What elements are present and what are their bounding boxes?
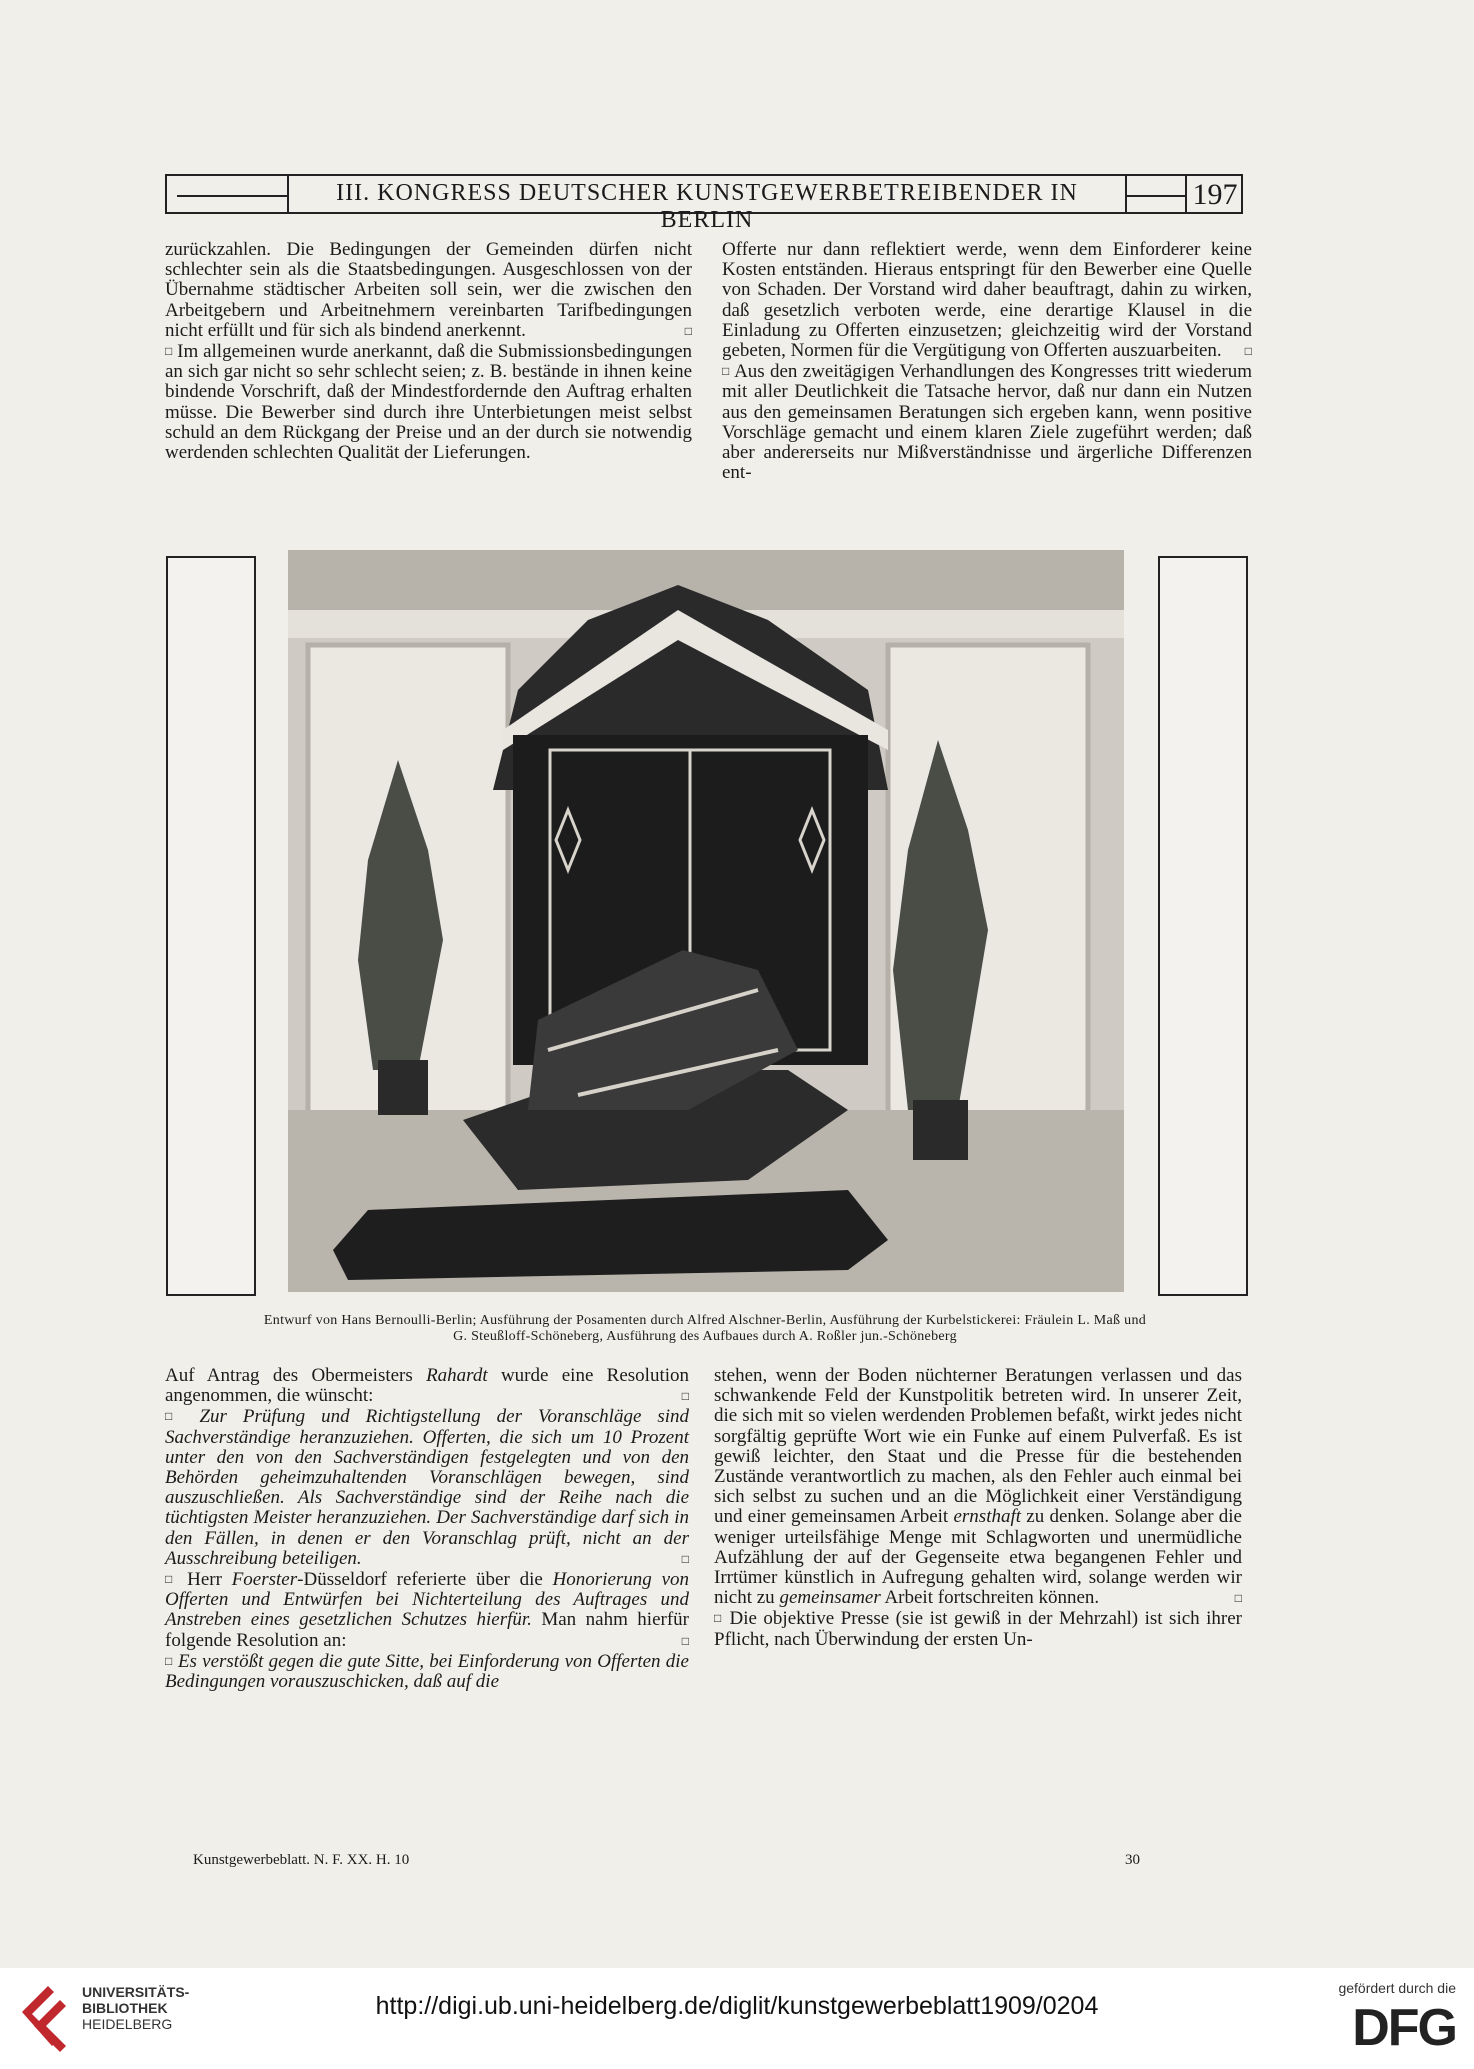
paragraph-text: Arbeit fortschreiten können. — [880, 1587, 1100, 1609]
paragraph — [165, 1406, 689, 1569]
section-mark-icon: □ — [681, 1551, 689, 1566]
header-rule-right — [1127, 195, 1187, 197]
running-header — [165, 174, 1243, 233]
paragraph-text: Honorierung von Offerten und Entwürfen bei Nichterteilung des Auftrages und Anstreben eines gesetzlichen Schutzes hierfür. — [165, 1569, 690, 1631]
decorative-frame-right — [1158, 556, 1248, 1296]
paragraph-text: Herr — [187, 1569, 232, 1591]
header-divider — [1125, 176, 1127, 212]
top-right-column — [722, 240, 1252, 483]
top-left-column — [165, 240, 692, 463]
paragraph — [165, 1366, 689, 1406]
page-number: 197 — [1192, 178, 1238, 211]
section-mark-icon: □ — [722, 364, 730, 379]
person-name: Rahardt — [426, 1365, 488, 1386]
section-mark-icon: □ — [681, 1389, 689, 1404]
section-mark-icon: □ — [165, 1572, 178, 1587]
journal-footer: Kunstgewerbeblatt. N. F. XX. H. 10 — [193, 1852, 410, 1868]
paragraph-text: Man nahm hierfür folgende Resolution an: — [165, 1609, 689, 1651]
library-name-line: UNIVERSITÄTS- — [82, 1984, 190, 2000]
figure-caption — [160, 1313, 1250, 1345]
section-mark-icon: □ — [165, 344, 173, 359]
funding-note: gefördert durch die — [1338, 1980, 1456, 1996]
paragraph — [714, 1608, 1242, 1649]
paragraph — [165, 1569, 689, 1651]
exhibit-photograph — [288, 550, 1124, 1292]
paragraph-text: Es verstößt gegen die gute Sitte, bei Einforderung von Offerten die Bedingungen vorauszuschicken, daß auf die — [165, 1650, 689, 1693]
paragraph-text: stehen, wenn der Boden nüchterner Beratungen verlassen und das schwankende Feld der Kunstpolitik betreten wird. In unserer Zeit, die sich mit so vielen werdenden Problemen befaßt, wirkt jedes nicht sorgfältig geprüfte Wort wie ein Funke auf einem Pulverfaß. Es ist gewiß leichter, den Staat und die Presse für die bestehenden Zustände verantwortlich zu machen, als den Fehler auch einmal bei sich selbst zu suchen und an die Möglichkeit einer Verständigung und einer gemeinsamen Arbeit — [714, 1365, 1242, 1528]
paragraph — [165, 240, 692, 341]
paragraph — [165, 341, 692, 463]
dfg-logo: DFG — [1352, 1999, 1456, 2057]
digitization-footer — [0, 1968, 1474, 2069]
paragraph — [714, 1366, 1242, 1608]
caption-line: Entwurf von Hans Bernoulli-Berlin; Ausführung der Posamenten durch Alfred Alschner-Berlin, Ausführung der Kurbelstickerei: Fräulein L. Maß und — [263, 1313, 1147, 1328]
section-mark-icon: □ — [1234, 1591, 1242, 1606]
section-mark-icon: □ — [681, 1633, 689, 1648]
paragraph-text: zurückzahlen. Die Bedingungen der Gemeinden dürfen nicht schlechter sein als die Staatsbedingungen. Ausgeschlossen von der Übernahme städtischer Arbeiten soll sein, wer die zwischen den Arbeitgebern und Arbeitnehmern vereinbarten Tarifbedingungen nicht erfüllt und für sich als bindend anerkennt. — [165, 239, 692, 341]
paragraph-text: Zur Prüfung und Richtigstellung der Voranschläge sind Sachverständige heranzuziehen. Offerten, die sich um 10 Prozent unter den von den Sachverständigen festgelegten und von den Behörden geheimzuhaltenden Voranschlägen bewegen, sind auszuschließen. Als Sachverständige sind der Reihe nach die tüchtigsten Meister heranzuziehen. Der Sachverständige darf sich in den Fällen, in denen er den Voranschlag prüft, nicht an der Ausschreibung beteiligen. — [165, 1406, 690, 1569]
catafalque-photo-icon — [288, 550, 1124, 1292]
paragraph-text: ernsthaft — [953, 1506, 1022, 1528]
library-name-line: HEIDELBERG — [82, 2016, 173, 2032]
paragraph-text: gemeinsamer — [779, 1587, 881, 1609]
caption-line: G. Steußloff-Schöneberg, Ausführung des Aufbaues durch A. Roßler jun.-Schöneberg — [453, 1329, 957, 1344]
person-name: Foerster — [231, 1569, 298, 1591]
header-title: III. KONGRESS DEUTSCHER KUNSTGEWERBETREIBENDER IN BERLIN — [336, 180, 1078, 233]
paragraph-text: Aus den zweitägigen Verhandlungen des Kongresses tritt wiederum mit aller Deutlichkeit die Tatsache hervor, daß nur dann ein Nutzen aus den gemeinsamen Beratungen sich ergeben kann, wenn positive Vorschläge gemacht und einem klaren Ziele zugeführt werden; daß aber andererseits nur Mißverständnisse und ärgerliche Differenzen ent- — [722, 361, 1253, 484]
paragraph — [165, 1651, 689, 1692]
section-mark-icon: □ — [165, 1409, 184, 1424]
section-mark-icon: □ — [684, 323, 692, 338]
bottom-right-column — [714, 1366, 1242, 1650]
sheet-number: 30 — [1125, 1852, 1140, 1868]
paragraph — [722, 361, 1252, 483]
paragraph-text: -Düsseldorf referierte über die — [297, 1569, 553, 1591]
paragraph-text: Die objektive Presse (sie ist gewiß in der Mehrzahl) ist sich ihrer Pflicht, nach Überwindung der ersten Un- — [714, 1608, 1243, 1650]
permalink-url[interactable]: http://digi.ub.uni-heidelberg.de/diglit/kunstgewerbeblatt1909/0204 — [375, 1992, 1099, 2020]
section-mark-icon: □ — [165, 1653, 173, 1668]
section-mark-icon: □ — [1244, 344, 1252, 359]
header-divider — [287, 176, 289, 212]
header-rule-left — [177, 195, 287, 197]
paragraph — [722, 240, 1252, 361]
paragraph-text: Auf Antrag des Obermeisters — [165, 1365, 427, 1386]
paragraph-text: zu denken. Solange aber die weniger urteilsfähige Menge mit Schlagworten und unermüdliche Aufzählung der auf der Gegenseite etwa begangenen Fehler und Irrtümer künstlich in Aufregung gehalten wird, solange werden wir nicht zu — [714, 1506, 1242, 1609]
section-mark-icon: □ — [714, 1611, 723, 1626]
paragraph-text: Im allgemeinen wurde anerkannt, daß die Submissionsbedingungen an sich gar nicht so sehr schlecht seien; z. B. bestände in ihnen keine bindende Vorschrift, daß der Mindestfordernde den Auftrag erhalten müsse. Die Bewerber sind durch ihre Unterbietungen meist selbst schuld an dem Rückgang der Preise und an der durch sie notwendig werdenden schlechten Qualität der Lieferungen. — [165, 341, 693, 464]
decorative-frame-left — [166, 556, 256, 1296]
paragraph-text: wurde eine Resolution angenommen, die wünscht: — [165, 1365, 690, 1407]
paragraph-text: Offerte nur dann reflektiert werde, wenn dem Einforderer keine Kosten entständen. Hieraus entspringt für den Bewerber eine Quelle von Schaden. Der Vorstand wird daher beauftragt, dahin zu wirken, daß gesetzlich verboten werde, eine derartige Klausel in die Einladung zu Offerten einzusetzen; gleichzeitig wird der Vorstand gebeten, Normen für die Vergütigung von Offerten auszuarbeiten. — [722, 239, 1252, 362]
bottom-left-column — [165, 1366, 689, 1692]
library-name-line: BIBLIOTHEK — [82, 2000, 168, 2016]
